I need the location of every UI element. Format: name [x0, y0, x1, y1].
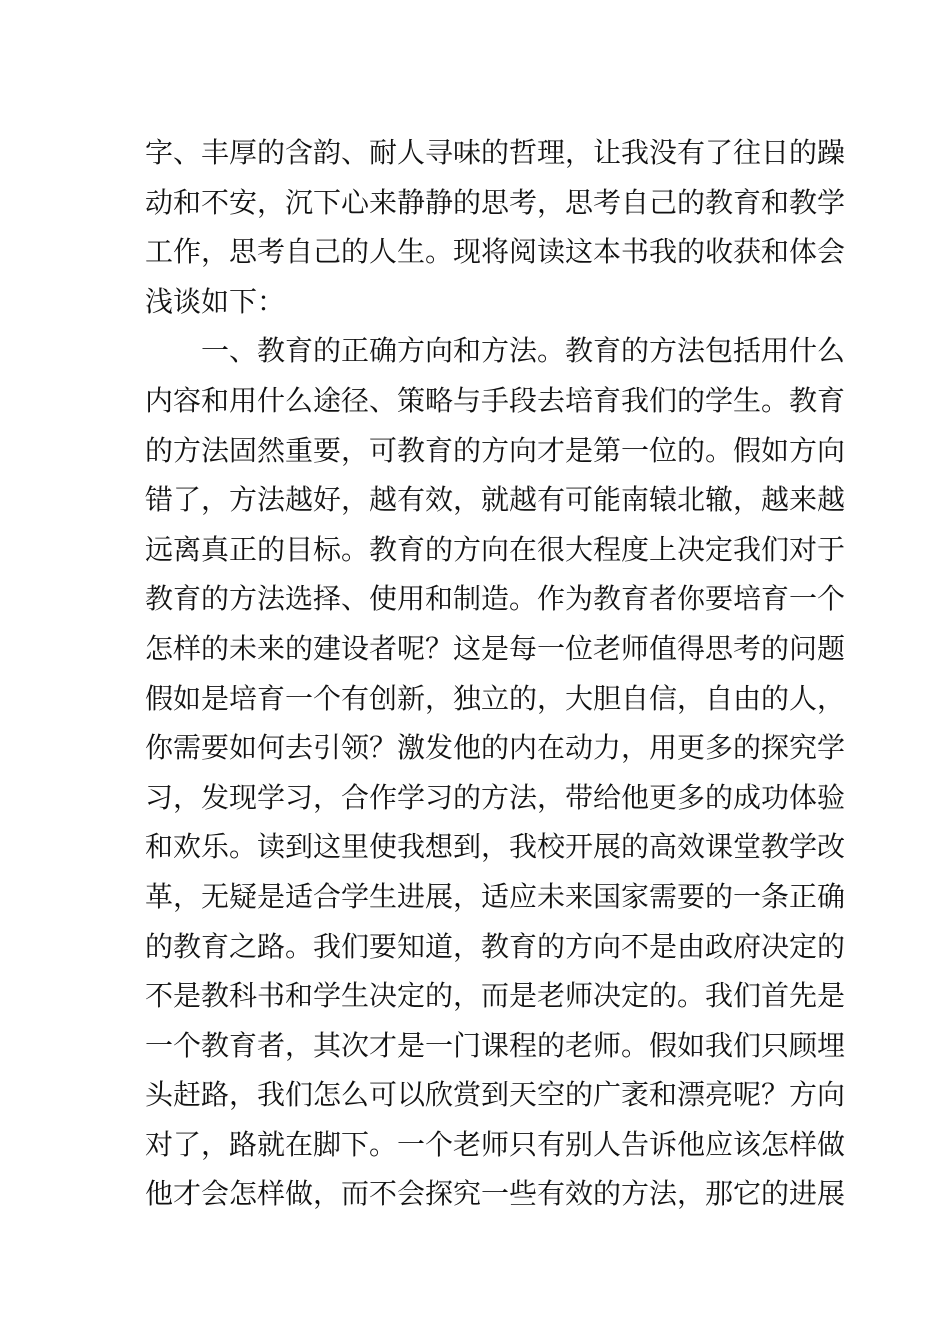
text-line: 对了，路就在脚下。一个老师只有别人告诉他应该怎样做 [145, 1127, 846, 1161]
text-line: 字、丰厚的含韵、耐人寻味的哲理，让我没有了往日的躁 [145, 136, 846, 169]
text-line: 你需要如何去引领？激发他的内在动力，用更多的探究学 [145, 731, 846, 765]
text-line: 习，发现学习，合作学习的方法，带给他更多的成功体验 [145, 780, 846, 814]
text-line: 教育的方法选择、使用和制造。作为教育者你要培育一个 [145, 582, 846, 616]
body-text [145, 128, 846, 1219]
text-line: 的方法固然重要，可教育的方向才是第一位的。假如方向 [145, 433, 846, 467]
text-line: 假如是培育一个有创新，独立的，大胆自信，自由的人， [145, 681, 846, 715]
text-line: 不是教科书和学生决定的，而是老师决定的。我们首先是 [145, 979, 846, 1013]
text-line: 的教育之路。我们要知道，教育的方向不是由政府决定的 [145, 929, 846, 963]
text-line: 浅谈如下： [145, 284, 286, 318]
text-line: 内容和用什么途径、策略与手段去培育我们的学生。教育 [145, 383, 846, 417]
text-line: 一、教育的正确方向和方法。教育的方法包括用什么 [145, 334, 846, 368]
text-line: 一个教育者，其次才是一门课程的老师。假如我们只顾埋 [145, 1028, 846, 1062]
text-line: 工作，思考自己的人生。现将阅读这本书我的收获和体会 [145, 235, 846, 269]
text-line: 革，无疑是适合学生进展，适应未来国家需要的一条正确 [145, 879, 846, 913]
text-line: 头赶路，我们怎么可以欣赏到天空的广袤和漂亮呢？方向 [145, 1078, 846, 1112]
text-line: 动和不安，沉下心来静静的思考，思考自己的教育和教学 [145, 185, 846, 219]
text-line: 他才会怎样做，而不会探究一些有效的方法，那它的进展 [145, 1177, 846, 1211]
text-line: 怎样的未来的建设者呢？这是每一位老师值得思考的问题 [145, 631, 846, 665]
text-line: 错了，方法越好，越有效，就越有可能南辕北辙，越来越 [145, 483, 846, 517]
text-line: 远离真正的目标。教育的方向在很大程度上决定我们对于 [145, 532, 846, 566]
text-line: 和欢乐。读到这里使我想到，我校开展的高效课堂教学改 [145, 830, 846, 864]
